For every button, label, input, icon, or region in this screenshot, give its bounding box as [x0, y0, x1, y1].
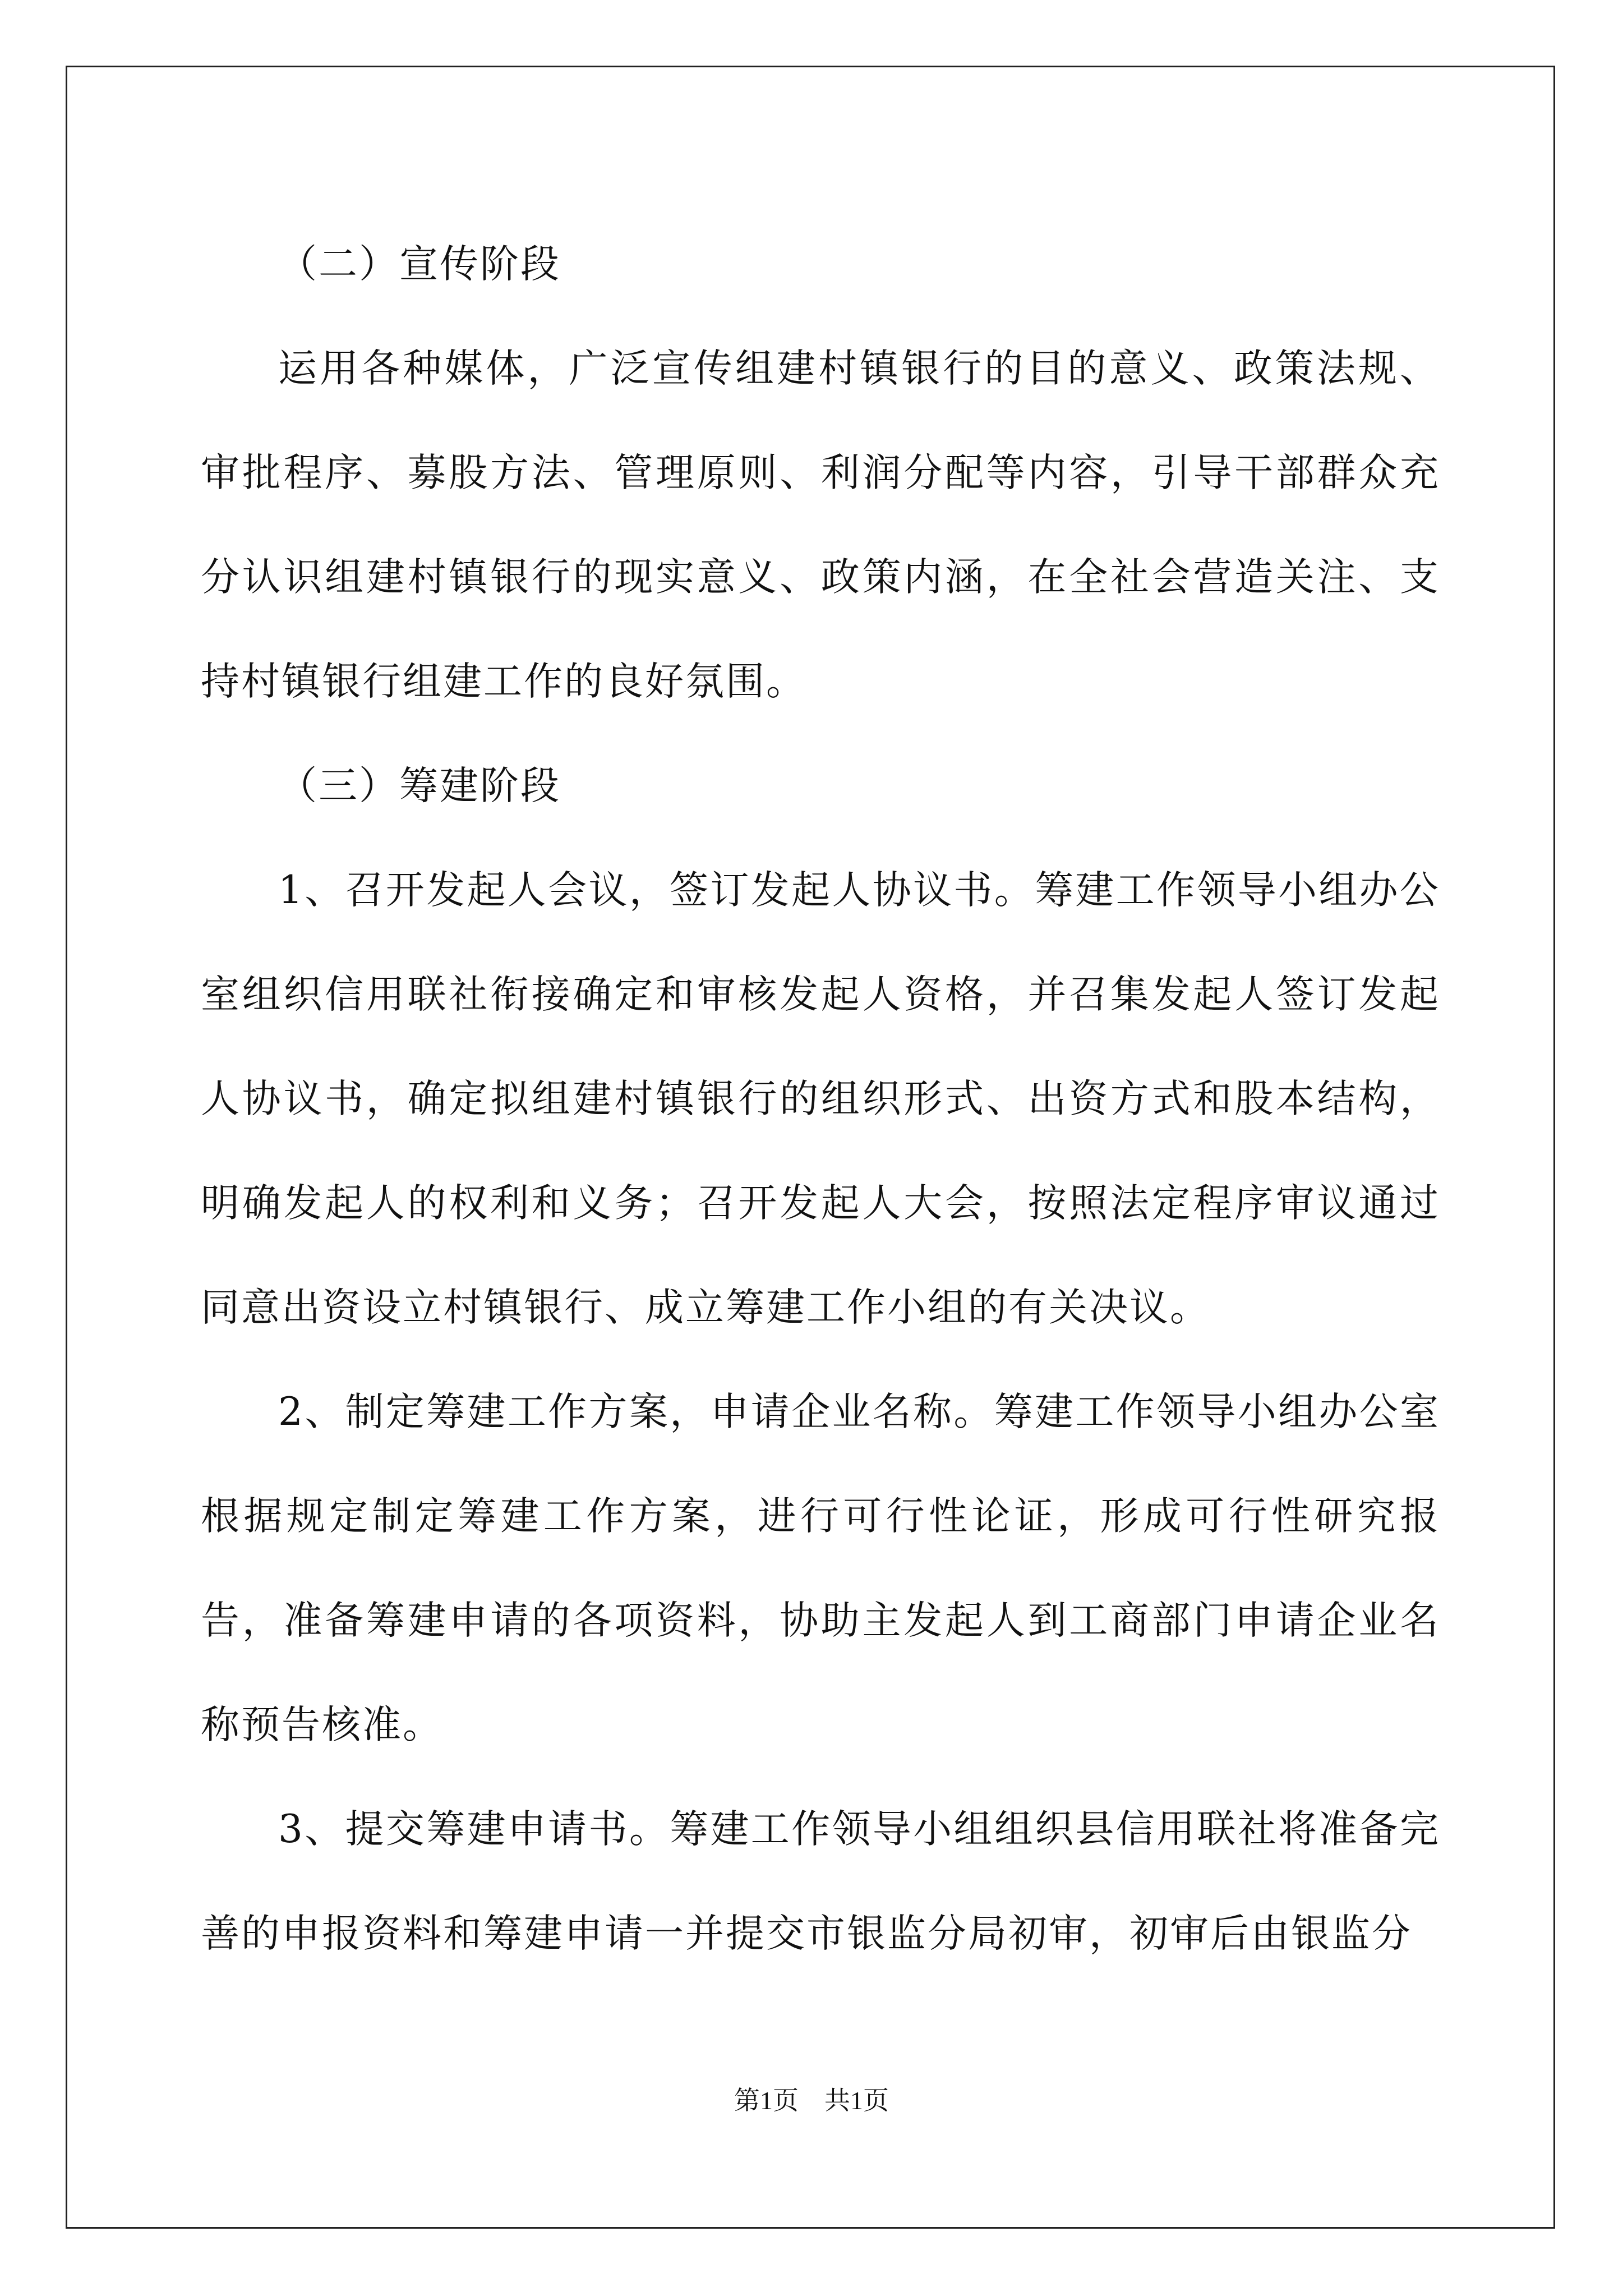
page-footer: 第1页 共1页	[734, 2086, 889, 2115]
section-heading-preparation: （三）筹建阶段	[278, 763, 561, 808]
paragraph-item-2: 2、制定筹建工作方案，申请企业名称。筹建工作领导小组办公室根据规定制定筹建工作方案，进行可行性论证，形成可行性研究报告，准备筹建申请的各项资料，协助主发起人到工商部门申请企业名称预告核准。	[201, 1389, 1440, 1747]
paragraph-item-1: 1、召开发起人会议，签订发起人协议书。筹建工作领导小组办公室组织信用联社衔接确定和审核发起人资格，并召集发起人签订发起人协议书，确定拟组建村镇银行的组织形式、出资方式和股本结构，明确发起人的权利和义务；召开发起人大会，按照法定程序审议通过同意出资设立村镇银行、成立筹建工作小组的有关决议。	[201, 868, 1440, 1330]
paragraph-item-3: 3、提交筹建申请书。筹建工作领导小组组织县信用联社将准备完善的申报资料和筹建申请一并提交市银监分局初审，初审后由银监分	[201, 1807, 1440, 1956]
document-body	[201, 212, 1440, 1986]
section-heading-publicity: （二）宣传阶段	[278, 242, 561, 287]
paragraph-publicity: 运用各种媒体，广泛宣传组建村镇银行的目的意义、政策法规、审批程序、募股方法、管理原则、利润分配等内容，引导干部群众充分认识组建村镇银行的现实意义、政策内涵，在全社会营造关注、支持村镇银行组建工作的良好氛围。	[201, 346, 1440, 704]
